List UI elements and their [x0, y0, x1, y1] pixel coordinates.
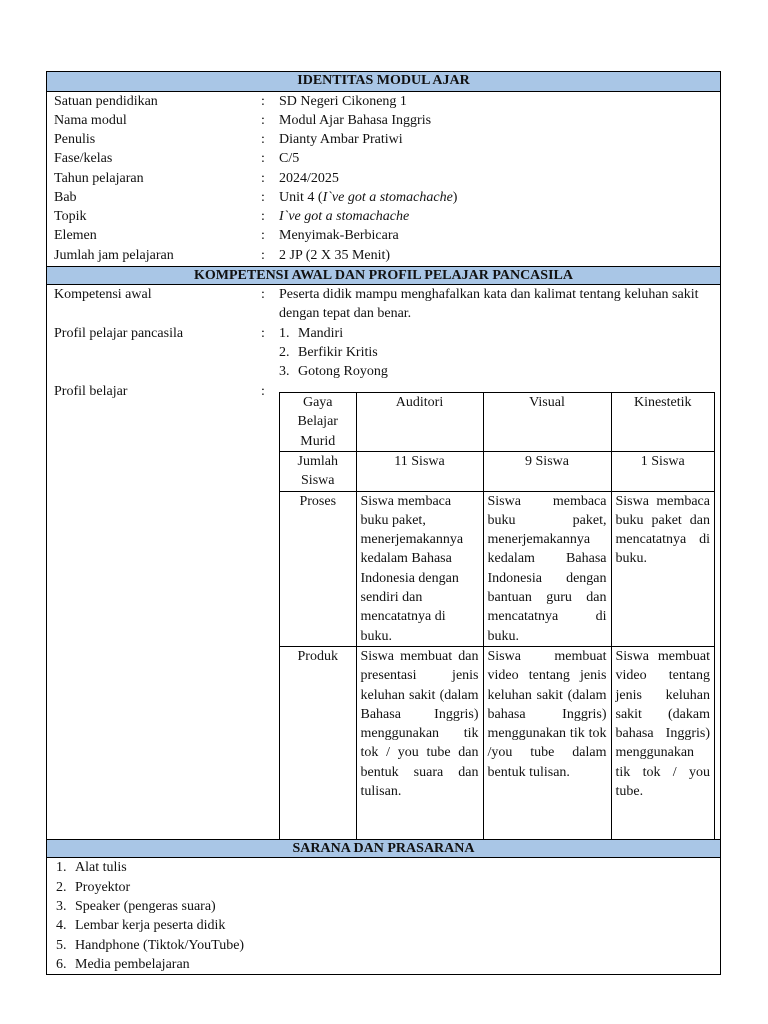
value-satuan: SD Negeri Cikoneng 1 — [279, 94, 407, 109]
label-fase: Fase/kelas — [54, 151, 113, 166]
table-row — [280, 646, 714, 839]
colon: : — [261, 151, 265, 166]
list-item: 1. Alat tulis — [56, 860, 127, 875]
value-penulis: Dianty Ambar Pratiwi — [279, 132, 403, 147]
table-header-kinestetik: Kinestetik — [611, 393, 714, 452]
table-cell: Siswa membaca buku paket, menerjemakannya kedalam Bahasa Indonesia dengan bantuan guru dan mencatatnya di buku. — [483, 491, 611, 646]
colon: : — [261, 171, 265, 186]
colon: : — [261, 113, 265, 128]
list-item: 3. Gotong Royong — [279, 364, 388, 379]
label-profil-belajar: Profil belajar — [54, 384, 128, 399]
colon: : — [261, 326, 265, 341]
table-row — [280, 452, 714, 492]
list-item: 1. Mandiri — [279, 326, 344, 341]
table-header-visual: Visual — [483, 393, 611, 452]
table-cell: Siswa membuat dan presentasi jenis keluhan sakit (dalam Bahasa Inggris) menggunakan tik tok / you tube dan bentuk suara dan tulisan. — [356, 646, 483, 839]
table-row — [280, 491, 714, 646]
colon: : — [261, 248, 265, 263]
value-tahun: 2024/2025 — [279, 171, 339, 186]
colon: : — [261, 209, 265, 224]
colon: : — [261, 287, 265, 302]
label-bab: Bab — [54, 190, 77, 205]
table-cell: 9 Siswa — [483, 452, 611, 492]
label-tahun: Tahun pelajaran — [54, 171, 144, 186]
label-penulis: Penulis — [54, 132, 96, 147]
row-label-proses: Proses — [280, 491, 356, 646]
table-cell: 1 Siswa — [611, 452, 714, 492]
label-kompetensi-awal: Kompetensi awal — [54, 287, 152, 302]
row-label-jumlah: Jumlah Siswa — [280, 452, 356, 492]
value-kompetensi-awal: Peserta didik mampu menghafalkan kata dan kalimat tentang keluhan sakit dengan tepat dan benar. — [279, 287, 699, 322]
label-profil-pancasila: Profil pelajar pancasila — [54, 326, 184, 341]
list-item: 4. Lembar kerja peserta didik — [56, 918, 226, 933]
section-header-kompetensi: KOMPETENSI AWAL DAN PROFIL PELAJAR PANCASILA — [47, 266, 720, 285]
value-fase: C/5 — [279, 151, 300, 166]
table-header-gaya: Gaya Belajar Murid — [280, 393, 356, 452]
modul-ajar-document — [46, 71, 721, 975]
label-satuan: Satuan pendidikan — [54, 94, 158, 109]
label-topik: Topik — [54, 209, 87, 224]
value-bab: Unit 4 (I`ve got a stomachache) — [279, 190, 458, 205]
value-jumlah-jam: 2 JP (2 X 35 Menit) — [279, 248, 391, 263]
gaya-belajar-table — [279, 392, 715, 840]
label-jumlah-jam: Jumlah jam pelajaran — [54, 248, 174, 263]
list-item: 5. Handphone (Tiktok/YouTube) — [56, 938, 245, 953]
table-cell: Siswa membuat video tentang jenis keluhan sakit (dakam bahasa Inggris) menggunakan tik tok / you tube. — [611, 646, 714, 839]
table-cell: Siswa membuat video tentang jenis keluhan sakit (dalam bahasa Inggris) menggunakan tik tok /you tube dalam bentuk tulisan. — [483, 646, 611, 839]
value-elemen: Menyimak-Berbicara — [279, 228, 399, 243]
table-cell: Siswa membaca buku paket, menerjemakannya kedalam Bahasa Indonesia dengan sendiri dan mencatatnya di buku. — [356, 491, 483, 646]
colon: : — [261, 384, 265, 399]
section-header-identitas: IDENTITAS MODUL AJAR — [47, 72, 720, 92]
colon: : — [261, 94, 265, 109]
list-item: 2. Proyektor — [56, 880, 131, 895]
colon: : — [261, 228, 265, 243]
list-item: 6. Media pembelajaran — [56, 957, 190, 972]
table-cell: 11 Siswa — [356, 452, 483, 492]
table-header-auditori: Auditori — [356, 393, 483, 452]
colon: : — [261, 132, 265, 147]
label-elemen: Elemen — [54, 228, 97, 243]
value-topik: I`ve got a stomachache — [279, 209, 410, 224]
value-nama-modul: Modul Ajar Bahasa Inggris — [279, 113, 432, 128]
list-item: 2. Berfikir Kritis — [279, 345, 378, 360]
table-cell: Siswa membaca buku paket dan mencatatnya di buku. — [611, 491, 714, 646]
label-nama-modul: Nama modul — [54, 113, 127, 128]
row-label-produk: Produk — [280, 646, 356, 839]
list-item: 3. Speaker (pengeras suara) — [56, 899, 216, 914]
colon: : — [261, 190, 265, 205]
section-header-sarana: SARANA DAN PRASARANA — [47, 839, 720, 858]
